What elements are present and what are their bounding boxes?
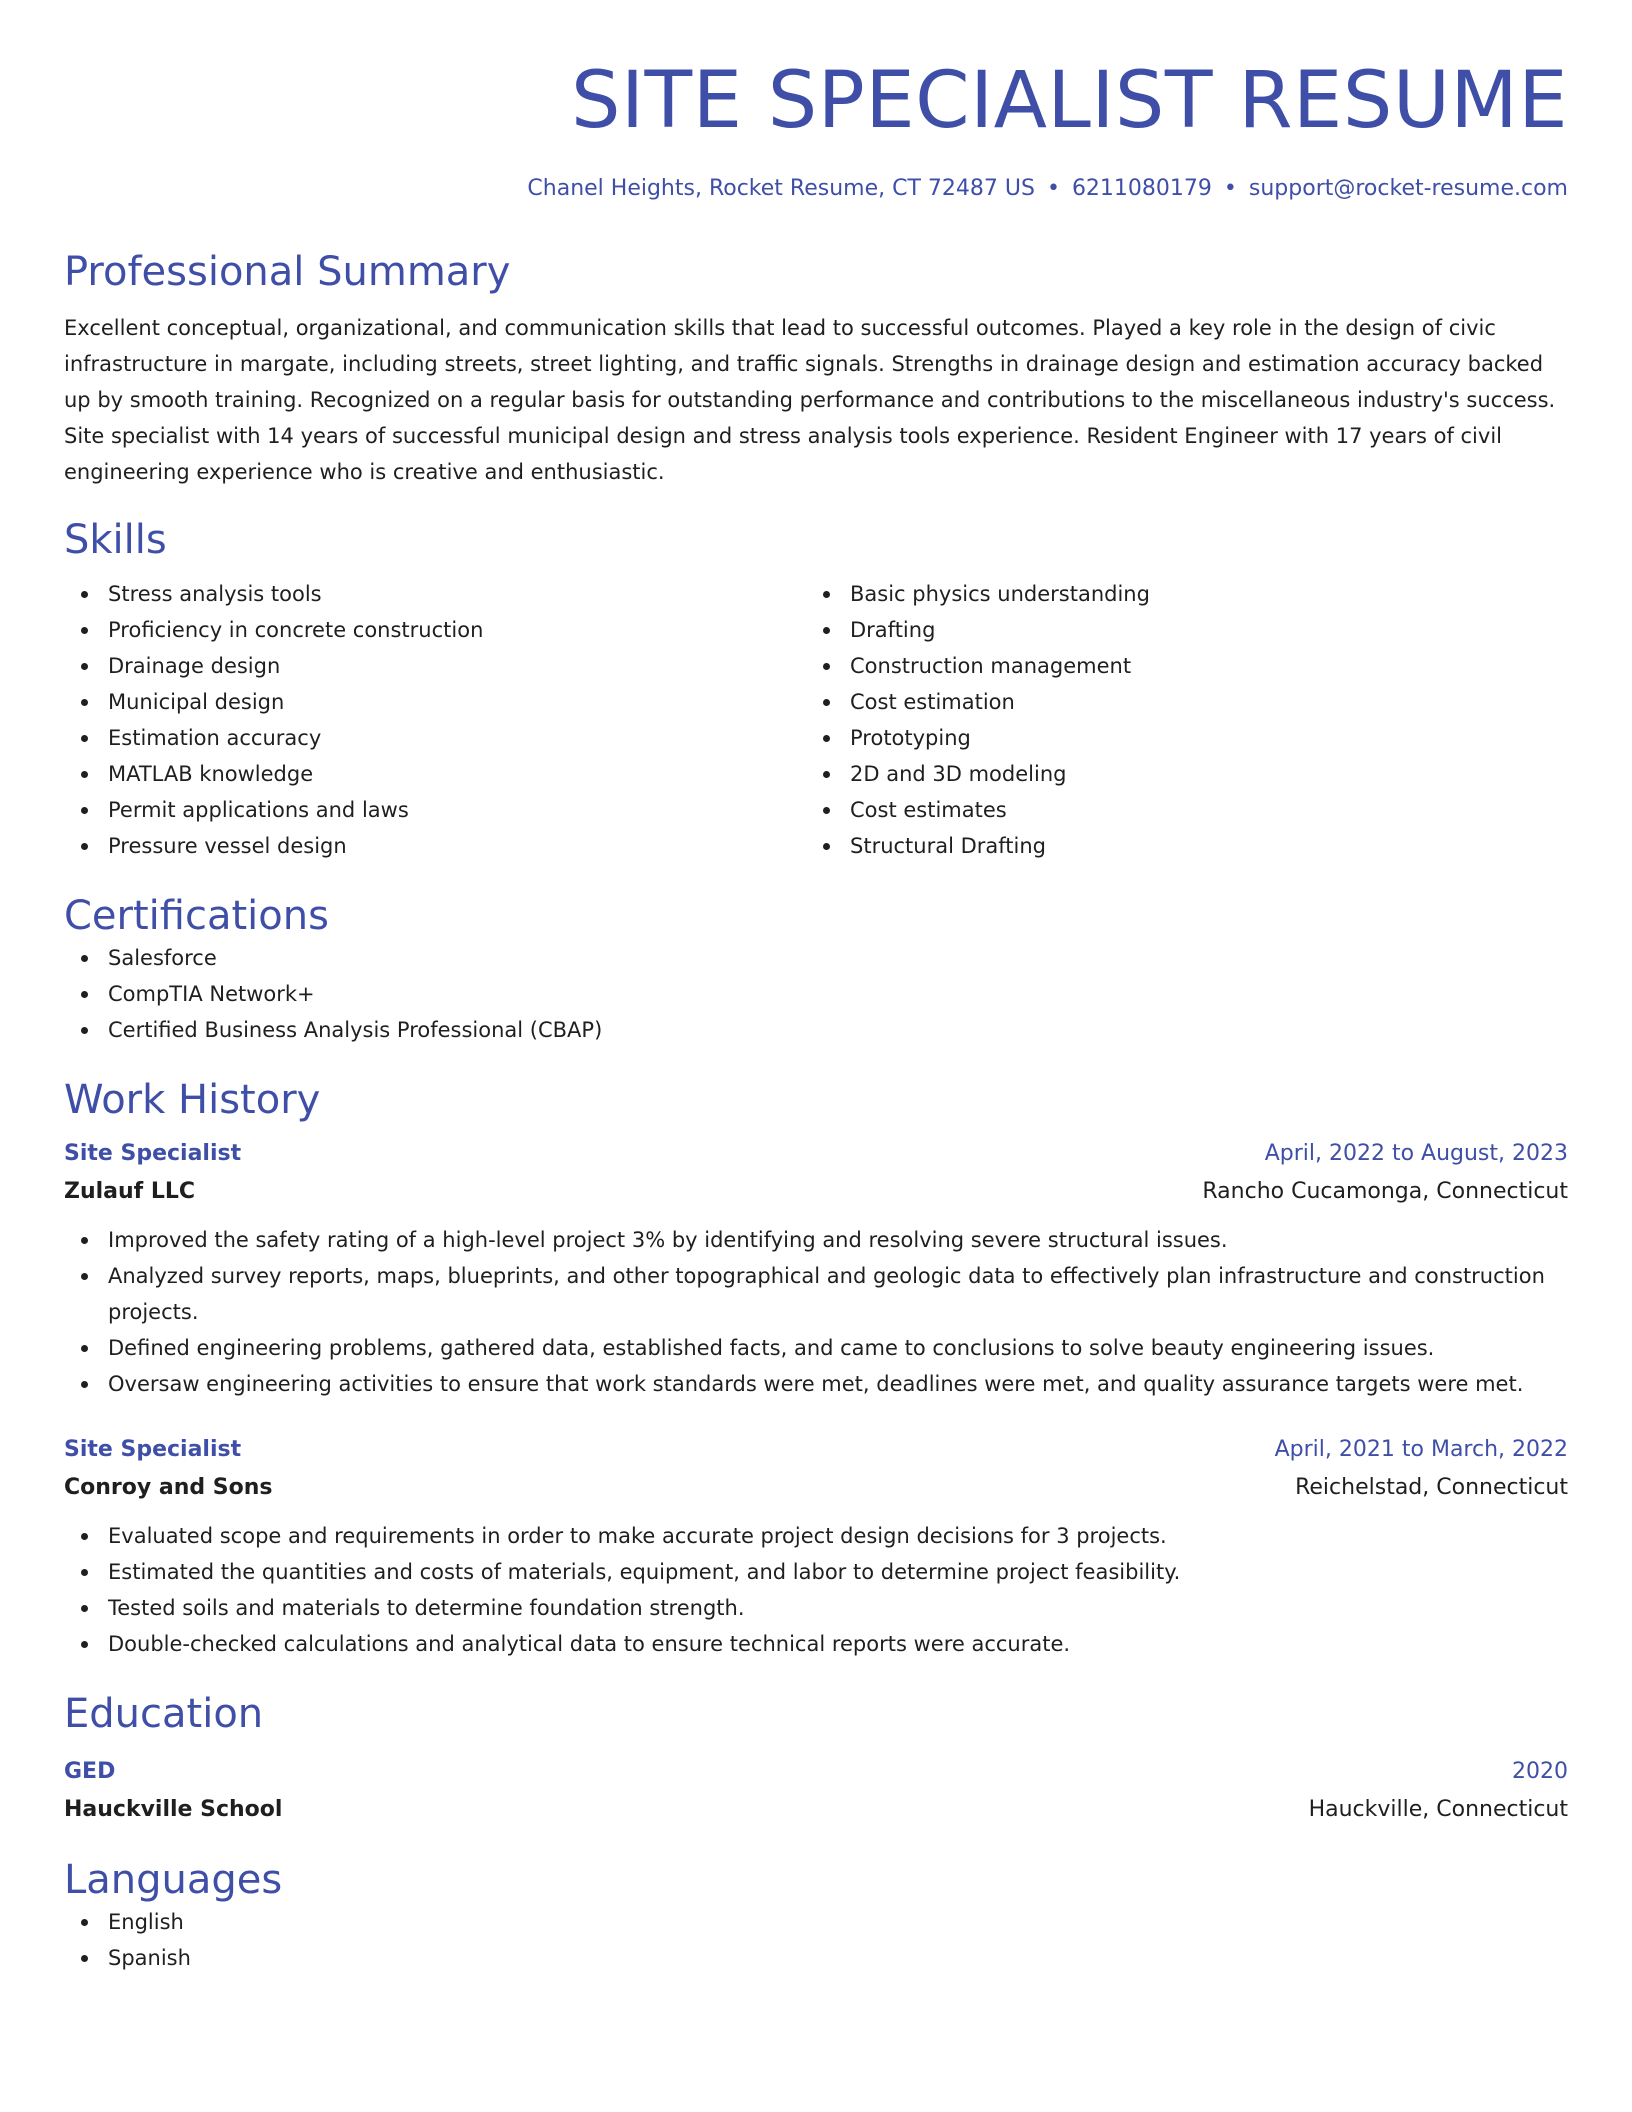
certification-item: Certified Business Analysis Professional (CBAP) (64, 1012, 1568, 1048)
education-school: Hauckville School (64, 1797, 283, 1822)
certifications-list (64, 940, 1568, 1048)
job-company-row (64, 1172, 1568, 1212)
education-location: Hauckville, Connecticut (1308, 1797, 1568, 1822)
skill-item: Cost estimation (806, 684, 1548, 720)
skill-item: Municipal design (64, 684, 806, 720)
job-bullets (64, 1518, 1568, 1662)
job-bullet: Oversaw engineering activities to ensure that work standards were met, deadlines were met, and quality assurance targets were met. (64, 1366, 1568, 1402)
job-bullet: Tested soils and materials to determine foundation strength. (64, 1590, 1568, 1626)
skill-item: 2D and 3D modeling (806, 756, 1548, 792)
skill-item: Drafting (806, 612, 1548, 648)
job-header-row (64, 1432, 1568, 1468)
language-item: Spanish (64, 1940, 1568, 1976)
job-bullet: Evaluated scope and requirements in order to make accurate project design decisions for 3 projects. (64, 1518, 1568, 1554)
job-company: Conroy and Sons (64, 1475, 273, 1500)
section-education (64, 1690, 1568, 1830)
education-header-row (64, 1754, 1568, 1790)
language-item: English (64, 1904, 1568, 1940)
skills-columns (64, 576, 1568, 864)
contact-line (64, 174, 1568, 204)
job-entry (64, 1136, 1568, 1402)
section-title-languages: Languages (64, 1857, 283, 1903)
summary-text: Excellent conceptual, organizational, and communication skills that lead to successful outcomes. Played a key role in the design of civic infrastructure in margate, including streets, street lighting, and traffic signals. Strengths in drainage design and estimation accuracy backed up by smooth training. Recognized on a regular basis for outstanding performance and contributions to the miscellaneous industry's success. Site specialist with 14 years of successful municipal design and stress analysis tools experience. Resident Engineer with 17 years of civil engineering experience who is creative and enthusiastic. (64, 316, 1556, 484)
section-work-history (64, 1076, 1568, 1662)
skills-list-right (806, 576, 1548, 864)
skill-item: Pressure vessel design (64, 828, 806, 864)
contact-phone: 6211080179 (1071, 176, 1212, 201)
job-company-row (64, 1468, 1568, 1508)
job-location: Reichelstad, Connecticut (1295, 1475, 1568, 1500)
resume-name: SITE SPECIALIST RESUME (571, 56, 1568, 146)
job-bullet: Double-checked calculations and analytical data to ensure technical reports were accurate. (64, 1626, 1568, 1662)
skill-item: MATLAB knowledge (64, 756, 806, 792)
education-entry (64, 1754, 1568, 1830)
education-degree: GED (64, 1759, 116, 1784)
job-bullet: Estimated the quantities and costs of materials, equipment, and labor to determine project feasibility. (64, 1554, 1568, 1590)
skill-item: Stress analysis tools (64, 576, 806, 612)
skill-item: Estimation accuracy (64, 720, 806, 756)
job-bullets (64, 1222, 1568, 1402)
job-title: Site Specialist (64, 1437, 242, 1462)
section-languages (64, 1856, 1568, 1976)
job-title: Site Specialist (64, 1141, 242, 1166)
section-skills (64, 516, 1568, 864)
resume-header (64, 56, 1568, 204)
skill-item: Construction management (806, 648, 1548, 684)
section-title-skills: Skills (64, 517, 167, 563)
job-dates: April, 2022 to August, 2023 (1264, 1141, 1568, 1166)
contact-email[interactable]: support@rocket-resume.com (1248, 176, 1568, 201)
job-header-row (64, 1136, 1568, 1172)
section-summary (64, 248, 1568, 490)
job-entry (64, 1432, 1568, 1662)
skill-item: Proficiency in concrete construction (64, 612, 806, 648)
education-year: 2020 (1512, 1759, 1568, 1784)
contact-separator: • (1046, 176, 1060, 201)
skill-item: Permit applications and laws (64, 792, 806, 828)
skill-item: Structural Drafting (806, 828, 1548, 864)
section-title-work-history: Work History (64, 1077, 321, 1123)
job-dates: April, 2021 to March, 2022 (1274, 1437, 1568, 1462)
certification-item: Salesforce (64, 940, 1568, 976)
skill-item: Cost estimates (806, 792, 1548, 828)
skill-item: Drainage design (64, 648, 806, 684)
skills-list-left (64, 576, 806, 864)
certification-item: CompTIA Network+ (64, 976, 1568, 1012)
section-title-certifications: Certifications (64, 893, 329, 939)
languages-list (64, 1904, 1568, 1976)
job-company: Zulauf LLC (64, 1179, 196, 1204)
section-title-education: Education (64, 1691, 264, 1737)
skill-item: Basic physics understanding (806, 576, 1548, 612)
section-title-summary: Professional Summary (64, 249, 511, 295)
contact-address: Chanel Heights, Rocket Resume, CT 72487 US (527, 176, 1035, 201)
job-bullet: Improved the safety rating of a high-level project 3% by identifying and resolving severe structural issues. (64, 1222, 1568, 1258)
section-certifications (64, 892, 1568, 1048)
skill-item: Prototyping (806, 720, 1548, 756)
job-location: Rancho Cucamonga, Connecticut (1202, 1179, 1568, 1204)
education-school-row (64, 1790, 1568, 1830)
job-bullet: Analyzed survey reports, maps, blueprints, and other topographical and geologic data to effectively plan infrastructure and construction projects. (64, 1258, 1568, 1330)
contact-separator: • (1223, 176, 1237, 201)
job-bullet: Defined engineering problems, gathered data, established facts, and came to conclusions to solve beauty engineering issues. (64, 1330, 1568, 1366)
